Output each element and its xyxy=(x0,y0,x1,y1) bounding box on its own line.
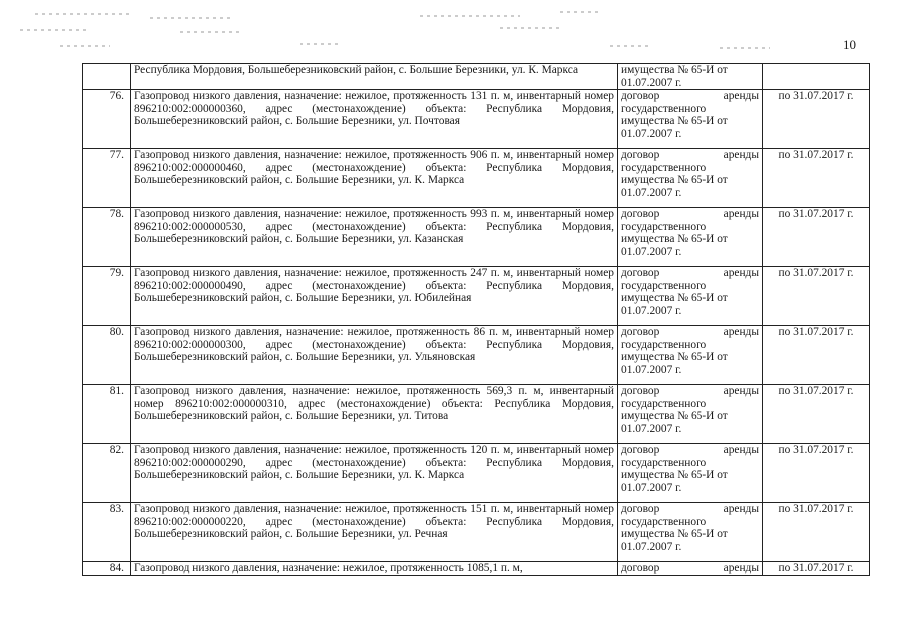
table-row-partial xyxy=(83,562,870,576)
row-description: Газопровод низкого давления, назначение: нежилое, протяженность 1085,1 п. м, xyxy=(131,562,618,576)
row-basis xyxy=(618,385,763,444)
basis-first-line xyxy=(621,267,759,280)
basis-rest: государственного имущества № 65-И от 01.07.2007 г. xyxy=(621,220,728,258)
row-term: по 31.07.2017 г. xyxy=(763,149,870,208)
basis-lease-word: аренды xyxy=(723,149,759,162)
basis-rest: государственного имущества № 65-И от 01.07.2007 г. xyxy=(621,161,728,199)
row-term: по 31.07.2017 г. xyxy=(763,90,870,149)
row-description: Газопровод низкого давления, назначение: нежилое, протяженность 131 п. м, инвентарный номер 896210:002:000000360, адрес (местонахождение) объекта: Республика Мордовия, Большеберезниковский район, с. Большие Березники, ул. Почтовая xyxy=(131,90,618,149)
basis-contract-word: договор xyxy=(621,562,660,575)
row-number: 77. xyxy=(83,149,131,208)
property-table xyxy=(82,63,870,576)
row-number: 81. xyxy=(83,385,131,444)
table-row xyxy=(83,385,870,444)
basis-contract-word: договор xyxy=(621,503,660,516)
row-basis xyxy=(618,267,763,326)
row-number: 78. xyxy=(83,208,131,267)
basis-rest: государственного имущества № 65-И от 01.07.2007 г. xyxy=(621,338,728,376)
row-description: Газопровод низкого давления, назначение: нежилое, протяженность 151 п. м, инвентарный номер 896210:002:000000220, адрес (местонахождение) объекта: Республика Мордовия, Большеберезниковский район, с. Большие Березники, ул. Речная xyxy=(131,503,618,562)
row-description: Газопровод низкого давления, назначение: нежилое, протяженность 120 п. м, инвентарный номер 896210:002:000000290, адрес (местонахождение) объекта: Республика Мордовия, Большеберезниковский район, с. Большие Березники, ул. К. Маркса xyxy=(131,444,618,503)
table-row xyxy=(83,208,870,267)
basis-first-line xyxy=(621,444,759,457)
basis-lease-word: аренды xyxy=(723,208,759,221)
row-term: по 31.07.2017 г. xyxy=(763,503,870,562)
row-basis xyxy=(618,149,763,208)
table-row xyxy=(83,149,870,208)
scan-header-noise xyxy=(0,0,905,60)
row-term: по 31.07.2017 г. xyxy=(763,267,870,326)
row-number: 76. xyxy=(83,90,131,149)
basis-rest: государственного имущества № 65-И от 01.07.2007 г. xyxy=(621,397,728,435)
basis-rest: государственного имущества № 65-И от 01.07.2007 г. xyxy=(621,102,728,140)
row-basis xyxy=(618,326,763,385)
basis-contract-word: договор xyxy=(621,385,660,398)
row-term: по 31.07.2017 г. xyxy=(763,326,870,385)
row-term: по 31.07.2017 г. xyxy=(763,444,870,503)
row-term xyxy=(763,64,870,90)
basis-lease-word: аренды xyxy=(723,444,759,457)
row-number: 82. xyxy=(83,444,131,503)
basis-lease-word: аренды xyxy=(723,385,759,398)
row-description: Газопровод низкого давления, назначение: нежилое, протяженность 247 п. м, инвентарный номер 896210:002:000000490, адрес (местонахождение) объекта: Республика Мордовия, Большеберезниковский район, с. Большие Березники, ул. Юбилейная xyxy=(131,267,618,326)
basis-contract-word: договор xyxy=(621,444,660,457)
row-basis xyxy=(618,503,763,562)
row-description: Газопровод низкого давления, назначение: нежилое, протяженность 993 п. м, инвентарный номер 896210:002:000000530, адрес (местонахождение) объекта: Республика Мордовия, Большеберезниковский район, с. Большие Березники, ул. Казанская xyxy=(131,208,618,267)
table-row xyxy=(83,326,870,385)
table-row xyxy=(83,503,870,562)
row-number: 80. xyxy=(83,326,131,385)
row-term: по 31.07.2017 г. xyxy=(763,562,870,576)
row-description: Газопровод низкого давления, назначение: нежилое, протяженность 569,3 п. м, инвентарный номер 896210:002:000000310, адрес (местонахождение) объекта: Республика Мордовия, Большеберезниковский район, с. Большие Березники, ул. Титова xyxy=(131,385,618,444)
table-row xyxy=(83,444,870,503)
basis-contract-word: договор xyxy=(621,149,660,162)
basis-first-line xyxy=(621,90,759,103)
row-basis xyxy=(618,208,763,267)
row-number-cell xyxy=(83,64,131,90)
table-row xyxy=(83,267,870,326)
row-description: Газопровод низкого давления, назначение: нежилое, протяженность 906 п. м, инвентарный номер 896210:002:000000460, адрес (местонахождение) объекта: Республика Мордовия, Большеберезниковский район, с. Большие Березники, ул. К. Маркса xyxy=(131,149,618,208)
basis-rest: государственного имущества № 65-И от 01.07.2007 г. xyxy=(621,515,728,553)
basis-first-line xyxy=(621,326,759,339)
basis-contract-word: договор xyxy=(621,267,660,280)
row-basis xyxy=(618,562,763,576)
basis-lease-word: аренды xyxy=(723,503,759,516)
row-number: 84. xyxy=(83,562,131,576)
page-number: 10 xyxy=(843,37,856,52)
basis-lease-word: аренды xyxy=(723,90,759,103)
row-number: 79. xyxy=(83,267,131,326)
row-description: Республика Мордовия, Большеберезниковский район, с. Большие Березники, ул. К. Маркса xyxy=(131,64,618,90)
basis-rest: государственного имущества № 65-И от 01.07.2007 г. xyxy=(621,279,728,317)
basis-rest: государственного имущества № 65-И от 01.07.2007 г. xyxy=(621,456,728,494)
basis-contract-word: договор xyxy=(621,208,660,221)
row-basis: имущества № 65-И от 01.07.2007 г. xyxy=(618,64,763,90)
row-term: по 31.07.2017 г. xyxy=(763,208,870,267)
table-row xyxy=(83,90,870,149)
basis-lease-word: аренды xyxy=(723,326,759,339)
row-number: 83. xyxy=(83,503,131,562)
basis-first-line xyxy=(621,208,759,221)
table-row-continued xyxy=(83,64,870,90)
basis-first-line xyxy=(621,503,759,516)
basis-contract-word: договор xyxy=(621,90,660,103)
basis-lease-word: аренды xyxy=(723,562,759,575)
basis-first-line xyxy=(621,149,759,162)
basis-lease-word: аренды xyxy=(723,267,759,280)
basis-first-line xyxy=(621,385,759,398)
row-term: по 31.07.2017 г. xyxy=(763,385,870,444)
basis-first-line xyxy=(621,562,759,575)
row-description: Газопровод низкого давления, назначение: нежилое, протяженность 86 п. м, инвентарный номер 896210:002:000000300, адрес (местонахождение) объекта: Республика Мордовия, Большеберезниковский район, с. Большие Березники, ул. Ульяновская xyxy=(131,326,618,385)
basis-contract-word: договор xyxy=(621,326,660,339)
row-basis xyxy=(618,444,763,503)
row-basis xyxy=(618,90,763,149)
